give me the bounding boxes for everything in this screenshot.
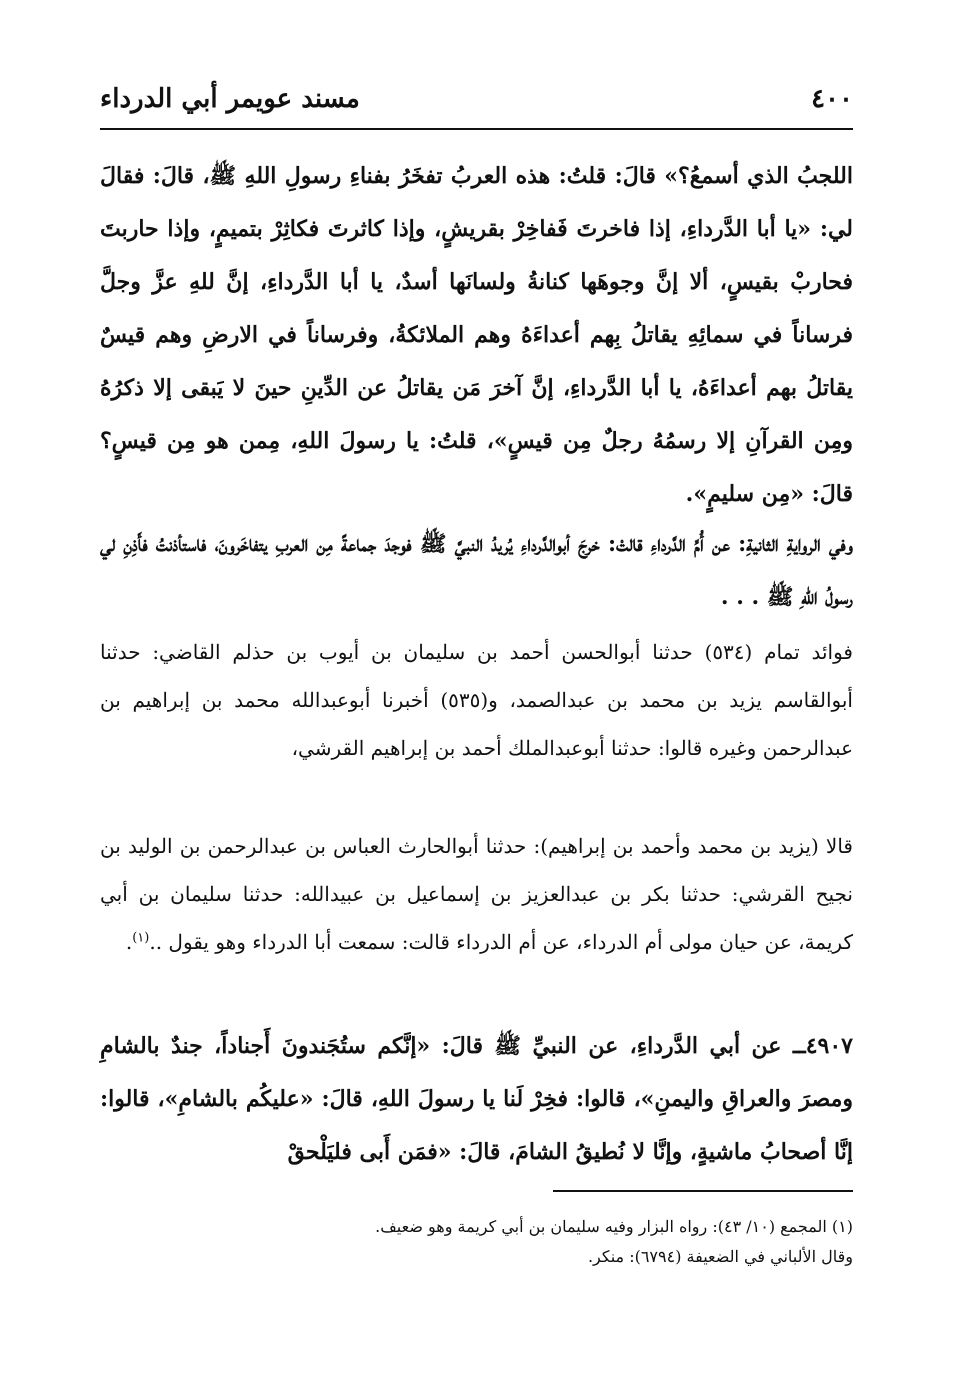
footnotes — [100, 1212, 853, 1272]
running-title: مسند عويمر أبي الدرداء — [100, 84, 360, 114]
page-header — [100, 80, 853, 130]
footnote-reference: (١) — [132, 930, 150, 946]
page-number: ٤٠٠ — [811, 84, 853, 114]
paragraph-isnad-2 — [100, 822, 853, 966]
footnote-1: (١) المجمع (١٠/ ٤٣): رواه البزار وفيه سليمان بن أبي كريمة وهو ضعيف. — [375, 1217, 853, 1236]
isnad-block-1 — [100, 628, 853, 772]
footnote-2: وقال الألباني في الضعيفة (٦٧٩٤): منكر. — [587, 1247, 853, 1266]
second-narration — [100, 518, 853, 624]
paragraph-hadith-text: اللجبُ الذي أسمعُ؟» قالَ: قلتُ: هذه العربُ تفخَرُ بفناءِ رسولِ اللهِ ﷺ، قالَ: فقالَ لي: «يا أبا الدَّرداءِ، إذا فاخرتَ فَفاخِرْ بقريشٍ، وإذا كاثرتَ فكاثِرْ بتميمٍ، وإذا حاربتَ فحاربْ بقيسٍ، ألا إنَّ وجوهَها كنانةُ ولسانَها أسدٌ، يا أبا الدَّرداءِ، إنَّ للهِ عزَّ وجلَّ فرساناً في سمائِهِ يقاتلُ بِهم أعداءَهُ وهم الملائكةُ، وفرساناً في الارضِ وهم قيسٌ يقاتلُ بهم أعداءَهُ، يا أبا الدَّرداءِ، إنَّ آخرَ مَن يقاتلُ عن الدِّينِ حينَ لا يَبقى إلا ذكرُهُ ومِن القرآنِ إلا رسمُهُ رجلٌ مِن قيسٍ»، قلتُ: يا رسولَ اللهِ، مِمن هو مِن قيسٍ؟ قالَ: «مِن سليمٍ». — [100, 163, 853, 507]
paragraph-second-narration: وفي الروايةِ الثانيةِ: عن أُمِّ الدَّرداءِ قالتْ: خرجَ أبوالدَّرداءِ يُريدُ النبيَّ ﷺ فوجدَ جماعةً مِن العربِ يتفاخَرونَ، فاستأذنتُ فأَذِنِ لي رسولُ اللهِ ﷺ . . . — [100, 531, 853, 610]
isnad-2-end: . — [125, 930, 133, 954]
isnad-2-text: قالا (يزيد بن محمد وأحمد بن إبراهيم): حدثنا أبوالحارث العباس بن عبدالرحمن بن الوليد بن نجيح القرشي: حدثنا بكر بن عبدالعزيز بن إسماعيل بن عبيدالله: حدثنا سليمان بن أبي كريمة، عن حيان مولى أم الدرداء، عن أم الدرداء قالت: سمعت أبا الدرداء وهو يقول .. — [100, 834, 853, 954]
hadith-continuation — [100, 150, 853, 521]
isnad-block-2 — [100, 822, 853, 966]
footnote-separator — [553, 1190, 853, 1192]
paragraph-isnad-1: فوائد تمام (٥٣٤) حدثنا أبوالحسن أحمد بن سليمان بن أيوب بن حذلم القاضي: حدثنا أبوالقاسم يزيد بن محمد بن عبدالصمد، و(٥٣٥) أخبرنا أبوعبدالله محمد بن إبراهيم بن عبدالرحمن وغيره قالوا: حدثنا أبوعبدالملك أحمد بن إبراهيم القرشي، — [100, 640, 853, 760]
paragraph-hadith-4907: ٤٩٠٧ــ عن أبي الدَّرداءِ، عن النبيِّ ﷺ قالَ: «إنَّكم ستُجَندونَ أَجناداً، جندٌ بالشامِ ومصرَ والعراقِ واليمنِ»، قالوا: فخِرْ لَنا يا رسولَ اللهِ، قالَ: «عليكُم بالشامِ»، قالوا: إنَّا أصحابُ ماشيةٍ، وإنَّا لا نُطيقُ الشامَ، قالَ: «فمَن أَبى فليَلْحقْ — [100, 1033, 853, 1165]
hadith-4907 — [100, 1020, 853, 1179]
